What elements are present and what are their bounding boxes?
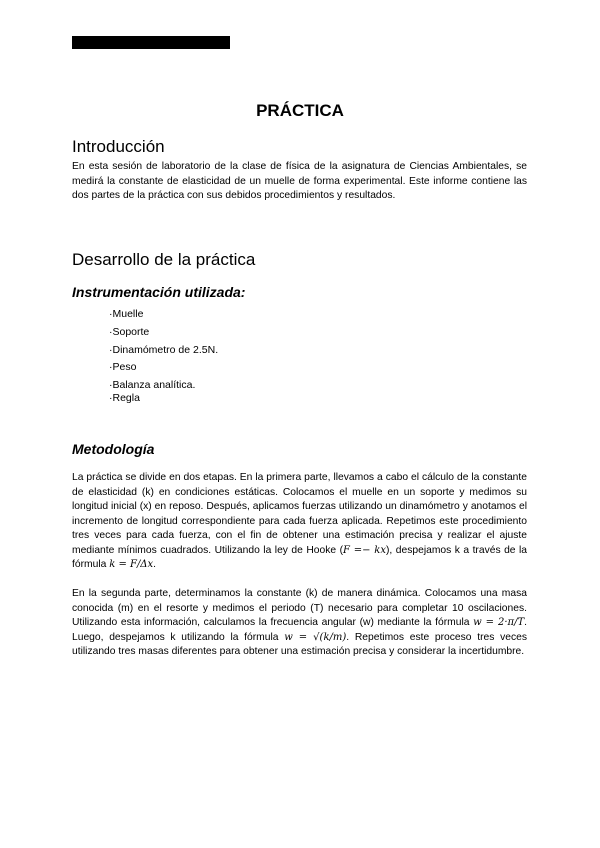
- paragraph-text: En la segunda parte, determinamos la constante (k) de manera dinámica. Colocamos una masa conocida (m) en el resorte y medimos el periodo (T) necesario para completar 10 oscilaciones. Utilizando esta información, calculamos la frecuencia angular (w) mediante la fórmula: [72, 588, 527, 628]
- k-dynamic-formula: w = √(k/m): [284, 631, 347, 643]
- instrument-list: [109, 307, 218, 409]
- list-item: ·Soporte: [109, 325, 150, 338]
- list-item: ·Muelle: [109, 308, 144, 320]
- hooke-law-formula: F =− kx: [343, 544, 386, 556]
- list-item: ·Regla: [109, 392, 140, 405]
- k-formula: k = F/Δx: [109, 559, 154, 570]
- redaction-bar: [72, 36, 230, 49]
- paragraph-text: . Repetimos este proceso tres veces utilizando tres masas diferentes para obtener una estimación precisa y considerar la incertidumbre.: [72, 631, 527, 657]
- development-heading: Desarrollo de la práctica: [72, 250, 256, 269]
- paragraph-text: La práctica se divide en dos etapas. En la primera parte, llevamos a cabo el cálculo de la constante de elasticidad (k) en condiciones estáticas. Colocamos el muelle en un soporte y medimos su longitud inicial (x) en reposo. Después, aplicamos fuerzas utilizando un dinamómetro y anotamos el incremento de longitud correspondiente para cada fuerza aplicada. Repetimos este procedimiento tres veces para cada fuerza, con el fin de obtener una estimación precisa y realizar el ajuste mediante mínimos cuadrados. Utilizando la ley de Hooke (: [72, 472, 527, 556]
- intro-paragraph: En esta sesión de laboratorio de la clase de física de la asignatura de Ciencias Ambientales, se medirá la constante de elasticidad de un muelle de forma experimental. Este informe contiene las dos partes de la práctica con sus debidos procedimientos y resultados.: [72, 161, 527, 201]
- page-title: PRÁCTICA: [256, 101, 344, 120]
- intro-heading: Introducción: [72, 137, 165, 156]
- list-item: ·Balanza analítica.: [109, 379, 196, 392]
- list-item: ·Dinamómetro de 2.5N.: [109, 343, 219, 356]
- paragraph-text: .: [153, 559, 157, 570]
- paragraph-text: . Luego, despejamos k utilizando la fórmula: [72, 617, 527, 643]
- angular-frequency-formula: w = 2·π/T: [473, 617, 525, 628]
- methodology-paragraph-2: [72, 587, 527, 660]
- list-item: ·Peso: [109, 361, 137, 374]
- paragraph-text: ), despejamos k a través de la fórmula: [72, 544, 528, 570]
- instrumentation-heading: Instrumentación utilizada:: [72, 284, 246, 300]
- methodology-paragraph-1: [72, 471, 527, 573]
- methodology-heading: Metodología: [72, 441, 155, 457]
